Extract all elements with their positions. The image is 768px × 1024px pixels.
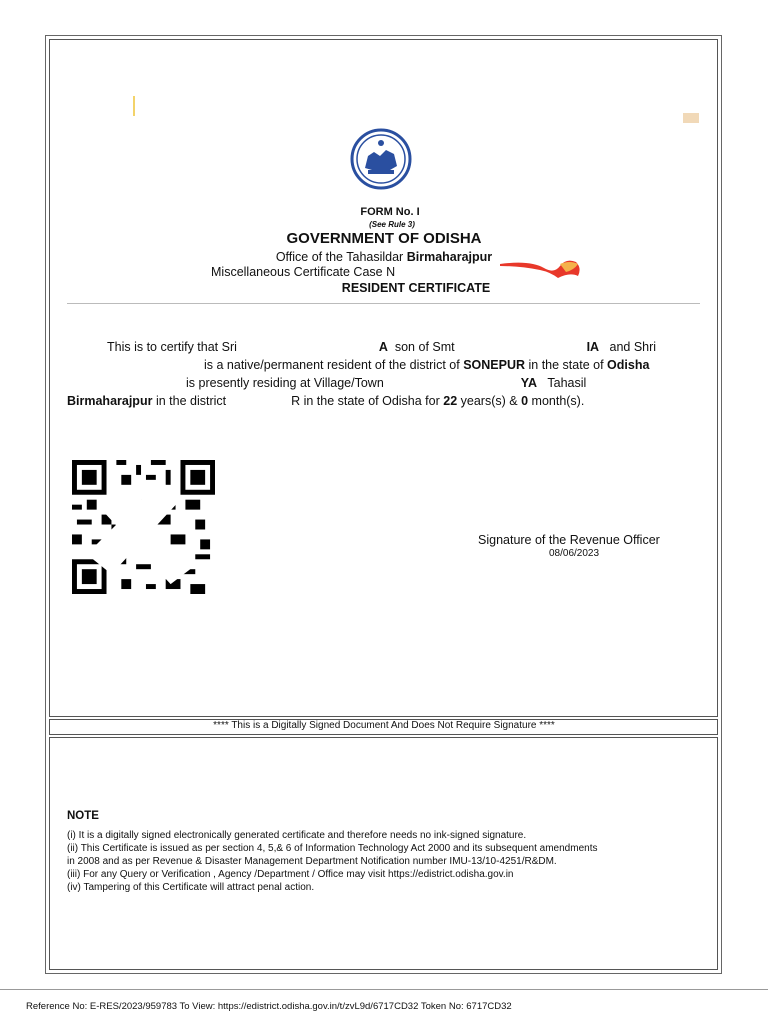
header-divider	[67, 303, 700, 304]
body-tahasil-place: Birmaharajpur	[67, 394, 153, 408]
redaction-red-mark	[500, 256, 584, 282]
certificate-title: RESIDENT CERTIFICATE	[341, 281, 491, 295]
body-line-2	[204, 358, 649, 372]
body-text-in-district: in the district	[155, 394, 227, 408]
body-text-residing: is presently residing at Village/Town	[186, 376, 384, 390]
signature-date: 08/06/2023	[549, 548, 600, 559]
reference-footer: Reference No: E-RES/2023/959783 To View: https://edistrict.odisha.gov.in/t/zvL9d/6717CD32 Token No: 6717CD32	[26, 1001, 512, 1012]
body-line-1	[107, 340, 656, 354]
body-text-state-odisha: R in the state of Odisha for	[291, 394, 440, 408]
qr-code-icon	[72, 460, 215, 594]
body-village-fragment: YA	[520, 376, 537, 390]
note-item: (i) It is a digitally signed electronically generated certificate and therefore needs no ink-signed signature.	[67, 830, 527, 841]
scan-mark-right	[683, 113, 699, 123]
see-rule: (See Rule 3)	[369, 220, 415, 229]
office-place: Birmaharajpur	[406, 250, 493, 264]
body-text-certify: This is to certify that Sri	[107, 340, 237, 354]
government-title: GOVERNMENT OF ODISHA	[286, 230, 482, 247]
body-line-4	[67, 394, 584, 408]
note-item: (ii) This Certificate is issued as per section 4, 5,& 6 of Information Technology Act 2000 and its subsequent amendments	[67, 843, 598, 854]
digital-signature-banner: **** This is a Digitally Signed Document And Does Not Require Signature ****	[213, 720, 555, 731]
body-text-native: is a native/permanent resident of the district of	[204, 358, 460, 372]
body-text-tahasil: Tahasil	[547, 376, 587, 390]
body-text-and-shri: and Shri	[609, 340, 657, 354]
note-item: (iii) For any Query or Verification , Agency /Department / Office may visit https://edistrict.odisha.gov.in	[67, 869, 514, 880]
note-item: (iv) Tampering of this Certificate will attract penal action.	[67, 882, 315, 893]
body-text-son-of: son of Smt	[394, 340, 455, 354]
body-months-value: 0	[521, 394, 529, 408]
odisha-emblem-icon	[350, 128, 412, 190]
footer-divider	[0, 989, 768, 990]
scan-mark-left	[133, 96, 135, 116]
form-number: FORM No. I	[360, 206, 420, 218]
note-item: in 2008 and as per Revenue & Disaster Management Department Notification number IMU-13/10-4251/R&DM.	[67, 856, 557, 867]
body-text-years: years(s) &	[460, 394, 518, 408]
body-district: SONEPUR	[463, 358, 526, 372]
signature-label: Signature of the Revenue Officer	[478, 533, 660, 547]
body-line-3	[186, 376, 586, 390]
office-line	[0, 250, 768, 264]
body-years-value: 22	[443, 394, 458, 408]
office-prefix: Office of the Tahasildar	[275, 250, 404, 264]
body-name-fragment: A	[378, 340, 388, 354]
misc-case-number: Miscellaneous Certificate Case N	[211, 265, 396, 279]
body-state: Odisha	[607, 358, 650, 372]
body-text-months: month(s).	[531, 394, 585, 408]
note-title: NOTE	[67, 810, 99, 822]
body-mother-fragment: IA	[586, 340, 600, 354]
body-text-in-state: in the state of	[528, 358, 604, 372]
